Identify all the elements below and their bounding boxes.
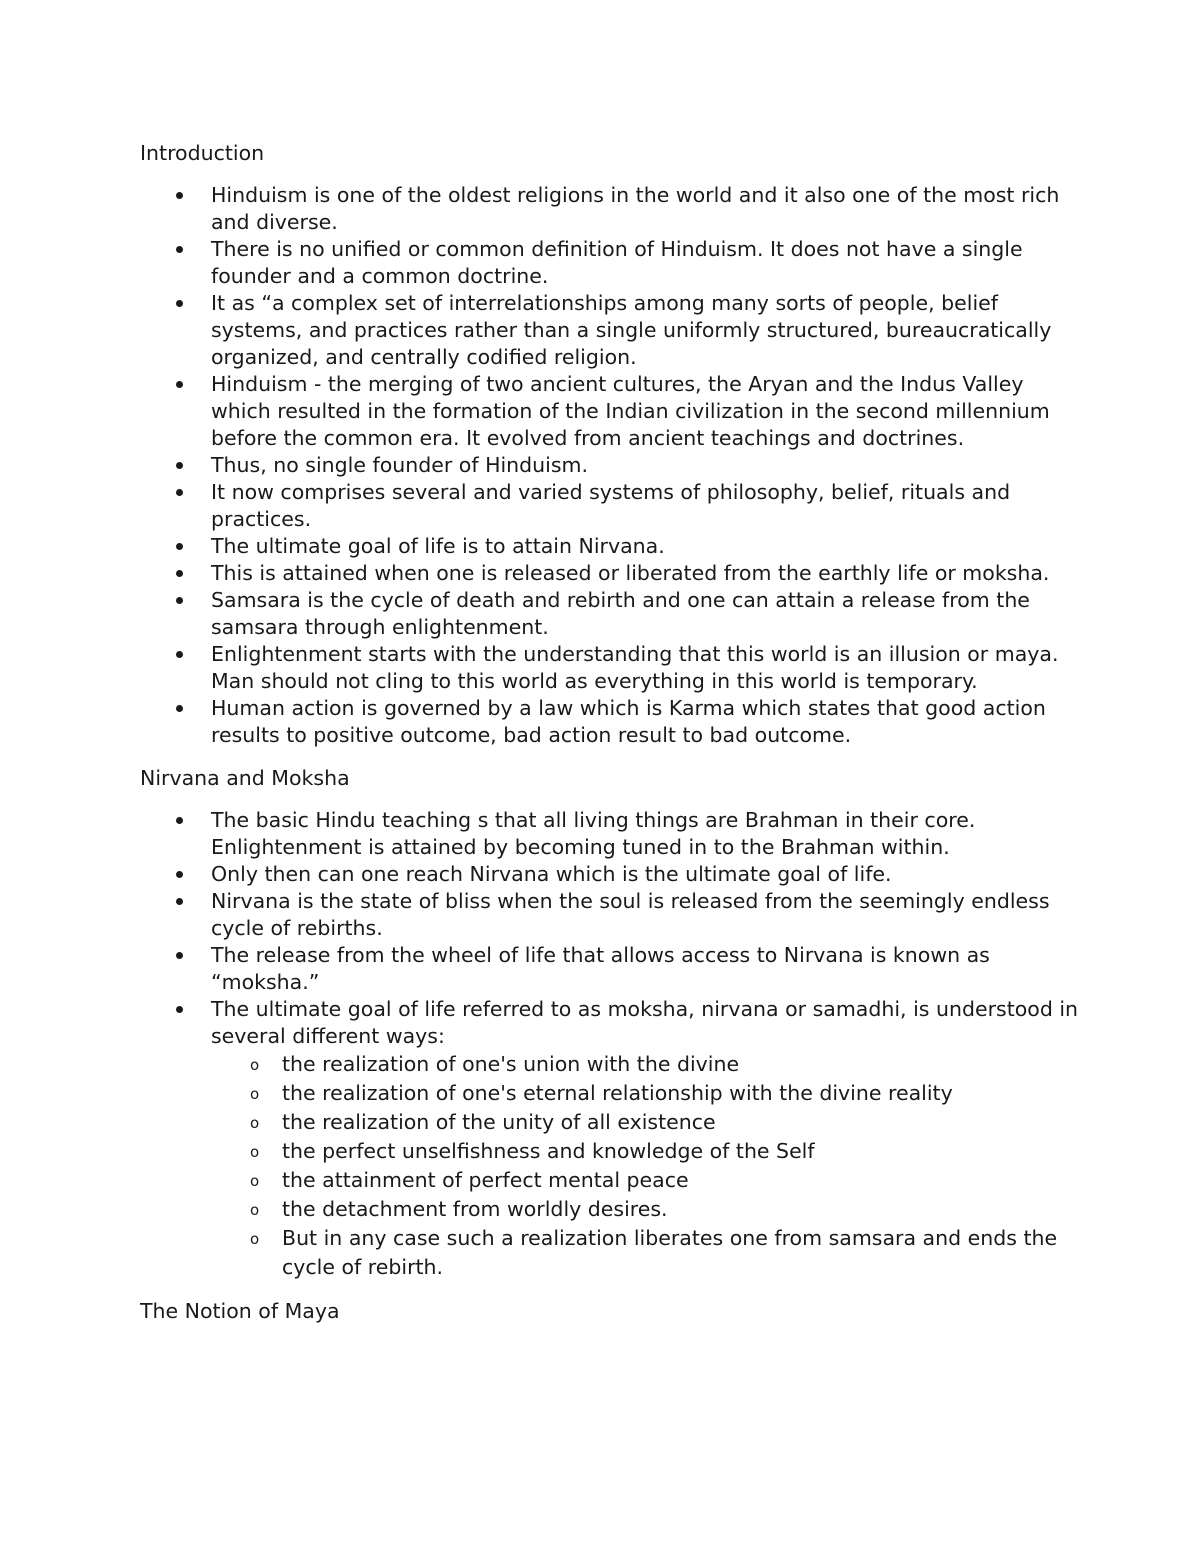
section-heading-introduction: Introduction — [140, 141, 265, 165]
document-page — [140, 138, 1080, 1326]
list-item: The basic Hindu teaching s that all living things are Brahman in their core. Enlightenment is attained by becoming tuned in to the Brahman within. — [140, 807, 1080, 861]
list-item: There is no unified or common definition of Hinduism. It does not have a single founder and a common doctrine. — [140, 236, 1080, 290]
list-item-with-subitems — [140, 996, 1080, 1282]
sub-bullet-list — [211, 1050, 1080, 1282]
sub-list-item: o the realization of one's eternal relationship with the divine reality — [211, 1079, 1080, 1108]
sub-list-item: o the detachment from worldly desires. — [211, 1195, 1080, 1224]
list-item: Enlightenment starts with the understanding that this world is an illusion or maya. Man should not cling to this world as everything in this world is temporary. — [140, 641, 1080, 695]
list-item: Nirvana is the state of bliss when the soul is released from the seemingly endless cycle of rebirths. — [140, 888, 1080, 942]
section-heading-notion-of-maya: The Notion of Maya — [140, 1299, 340, 1323]
list-item: It now comprises several and varied systems of philosophy, belief, rituals and practices. — [140, 479, 1080, 533]
sub-list-item: o the attainment of perfect mental peace — [211, 1166, 1080, 1195]
sub-list-item: o the realization of the unity of all existence — [211, 1108, 1080, 1137]
list-item: Samsara is the cycle of death and rebirth and one can attain a release from the samsara through enlightenment. — [140, 587, 1080, 641]
introduction-bullet-list — [140, 182, 1080, 749]
nirvana-bullet-list — [140, 807, 1080, 1282]
list-item: This is attained when one is released or liberated from the earthly life or moksha. — [140, 560, 1080, 587]
sub-list-item: o But in any case such a realization liberates one from samsara and ends the cycle of rebirth. — [211, 1224, 1080, 1282]
sub-list-item: o the perfect unselfishness and knowledge of the Self — [211, 1137, 1080, 1166]
list-item: The ultimate goal of life is to attain Nirvana. — [140, 533, 1080, 560]
list-item: The release from the wheel of life that allows access to Nirvana is known as “moksha.” — [140, 942, 1080, 996]
sub-list-item: o the realization of one's union with the divine — [211, 1050, 1080, 1079]
list-item: Human action is governed by a law which is Karma which states that good action results to positive outcome, bad action result to bad outcome. — [140, 695, 1080, 749]
list-item: Only then can one reach Nirvana which is the ultimate goal of life. — [140, 861, 1080, 888]
list-item-text: The ultimate goal of life referred to as moksha, nirvana or samadhi, is understood in several different ways: — [211, 997, 1079, 1048]
list-item: Thus, no single founder of Hinduism. — [140, 452, 1080, 479]
section-heading-nirvana-and-moksha: Nirvana and Moksha — [140, 766, 350, 790]
list-item: Hinduism - the merging of two ancient cultures, the Aryan and the Indus Valley which resulted in the formation of the Indian civilization in the second millennium before the common era. It evolved from ancient teachings and doctrines. — [140, 371, 1080, 452]
list-item: Hinduism is one of the oldest religions in the world and it also one of the most rich and diverse. — [140, 182, 1080, 236]
list-item: It as “a complex set of interrelationships among many sorts of people, belief systems, and practices rather than a single uniformly structured, bureaucratically organized, and centrally codified religion. — [140, 290, 1080, 371]
